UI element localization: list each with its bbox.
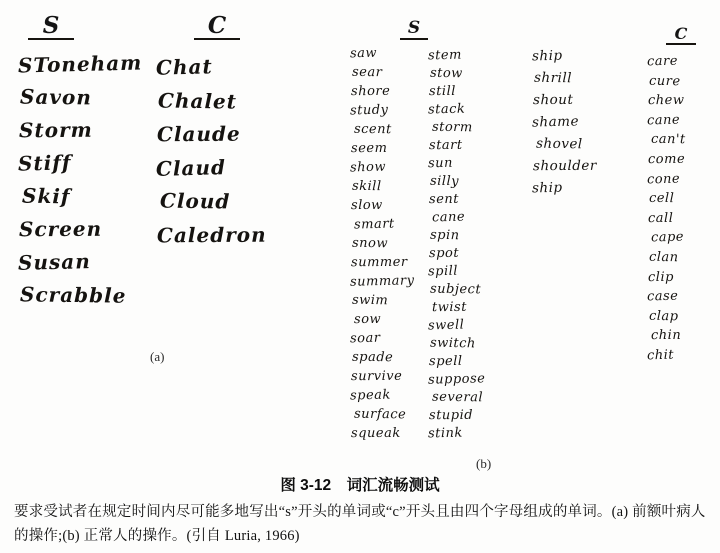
- handwritten-word: come: [647, 151, 686, 168]
- handwritten-word: shovel: [535, 135, 583, 153]
- handwritten-word: clip: [647, 269, 674, 285]
- handwritten-word: sent: [428, 191, 460, 208]
- handwritten-word: chit: [646, 347, 675, 364]
- handwritten-word: spell: [428, 353, 463, 370]
- handwritten-word: chin: [650, 328, 682, 344]
- figure-caption-line2: 的操作;(b) 正常人的操作。(引自 Luria, 1966): [14, 528, 300, 544]
- handwritten-word: Caledron: [156, 222, 267, 248]
- handwritten-word: Claude: [156, 121, 241, 147]
- handwritten-word: stink: [427, 425, 463, 442]
- panel-a-c-header: C: [194, 14, 240, 40]
- handwritten-word: swell: [427, 317, 465, 334]
- handwritten-word: slow: [350, 197, 383, 214]
- handwritten-word: sear: [351, 64, 383, 81]
- handwritten-word: ship: [531, 47, 563, 65]
- handwritten-word: surface: [353, 406, 407, 423]
- figure-caption-title: 图 3-12 词汇流畅测试: [280, 477, 440, 494]
- handwritten-word: shrill: [533, 69, 573, 87]
- handwritten-word: soar: [349, 330, 381, 347]
- handwritten-word: SToneham: [17, 50, 143, 78]
- handwritten-word: Storm: [18, 117, 93, 143]
- handwritten-word: case: [646, 288, 679, 305]
- panel-a-label: (a): [150, 349, 165, 364]
- handwritten-word: chew: [647, 93, 685, 109]
- handwritten-word: study: [349, 102, 389, 119]
- handwritten-word: ship: [531, 179, 563, 197]
- figure-caption-line1: 要求受试者在规定时间内尽可能多地写出“s”开头的单词或“c”开头且由四个字母组成的单词。(a) 前额叶病人: [14, 504, 706, 520]
- handwritten-word: Claud: [155, 154, 227, 181]
- handwritten-word: cure: [648, 73, 681, 89]
- handwritten-word: stupid: [428, 407, 474, 424]
- handwritten-word: can't: [650, 132, 686, 148]
- panel-a-s-header: S: [28, 14, 74, 40]
- handwritten-word: stem: [427, 47, 463, 64]
- handwritten-word: scent: [353, 121, 392, 138]
- handwritten-word: Skif: [21, 183, 71, 209]
- panel-b-s-header: S: [400, 20, 428, 40]
- handwritten-word: swim: [351, 292, 389, 309]
- handwritten-word: stow: [429, 65, 463, 82]
- handwritten-word: subject: [429, 281, 482, 298]
- handwritten-word: Screen: [18, 216, 103, 242]
- handwritten-word: skill: [351, 178, 382, 195]
- panel-b-s-column-2: [428, 47, 485, 443]
- handwritten-word: clan: [648, 249, 679, 266]
- handwritten-word: Chat: [155, 54, 213, 80]
- handwritten-word: Stiff: [17, 150, 72, 176]
- handwritten-word: call: [647, 210, 674, 226]
- handwritten-word: Cloud: [159, 188, 231, 214]
- handwritten-word: seem: [350, 140, 388, 157]
- handwritten-word: spill: [427, 263, 459, 280]
- handwritten-word: snow: [351, 235, 389, 252]
- handwritten-word: several: [431, 389, 484, 406]
- handwritten-word: saw: [349, 45, 378, 62]
- panel-a-s-word-list: [18, 48, 142, 312]
- handwritten-word: cone: [646, 171, 681, 187]
- handwritten-word: cane: [431, 209, 466, 226]
- handwritten-word: shout: [532, 91, 574, 109]
- handwritten-word: spot: [428, 245, 460, 262]
- handwritten-word: Savon: [19, 84, 93, 110]
- handwritten-word: spin: [429, 227, 460, 244]
- handwritten-word: shoulder: [532, 157, 597, 175]
- handwritten-word: summer: [350, 254, 408, 271]
- panel-b-c-word-list: [647, 52, 686, 366]
- handwritten-word: Chalet: [157, 88, 238, 114]
- handwritten-word: cape: [650, 229, 685, 246]
- handwritten-word: cane: [646, 112, 681, 129]
- handwritten-word: suppose: [427, 371, 486, 388]
- handwritten-word: squeak: [350, 425, 401, 442]
- handwritten-word: show: [349, 159, 387, 176]
- handwritten-word: cell: [648, 190, 675, 207]
- panel-a-c-word-list: [156, 51, 267, 252]
- panel-b-label: (b): [476, 456, 492, 471]
- handwritten-word: start: [428, 137, 463, 154]
- handwritten-word: sow: [353, 311, 382, 328]
- handwritten-word: switch: [429, 335, 476, 352]
- panel-a-s-column: [18, 14, 142, 312]
- panel-a-c-column: [156, 14, 267, 252]
- panel-b-s-column-1: [350, 44, 415, 443]
- handwritten-word: clap: [648, 308, 679, 324]
- handwritten-word: smart: [353, 216, 395, 233]
- handwritten-word: care: [646, 53, 679, 70]
- handwritten-word: silly: [429, 173, 460, 190]
- handwritten-word: shame: [531, 113, 580, 131]
- handwritten-word: summary: [349, 273, 415, 290]
- panel-b-c-header: C: [666, 26, 696, 45]
- handwritten-word: Scrabble: [19, 282, 127, 308]
- handwritten-word: sun: [427, 155, 454, 172]
- handwritten-word: shore: [350, 83, 391, 100]
- handwritten-word: still: [428, 83, 456, 100]
- handwritten-word: stack: [427, 101, 466, 118]
- handwritten-word: storm: [431, 119, 473, 136]
- handwritten-word: Susan: [17, 249, 92, 276]
- handwritten-word: twist: [431, 299, 467, 316]
- handwritten-word: speak: [349, 387, 392, 404]
- handwritten-word: spade: [351, 349, 394, 366]
- handwritten-word: survive: [350, 368, 403, 385]
- panel-b-s-column-3: [532, 45, 597, 199]
